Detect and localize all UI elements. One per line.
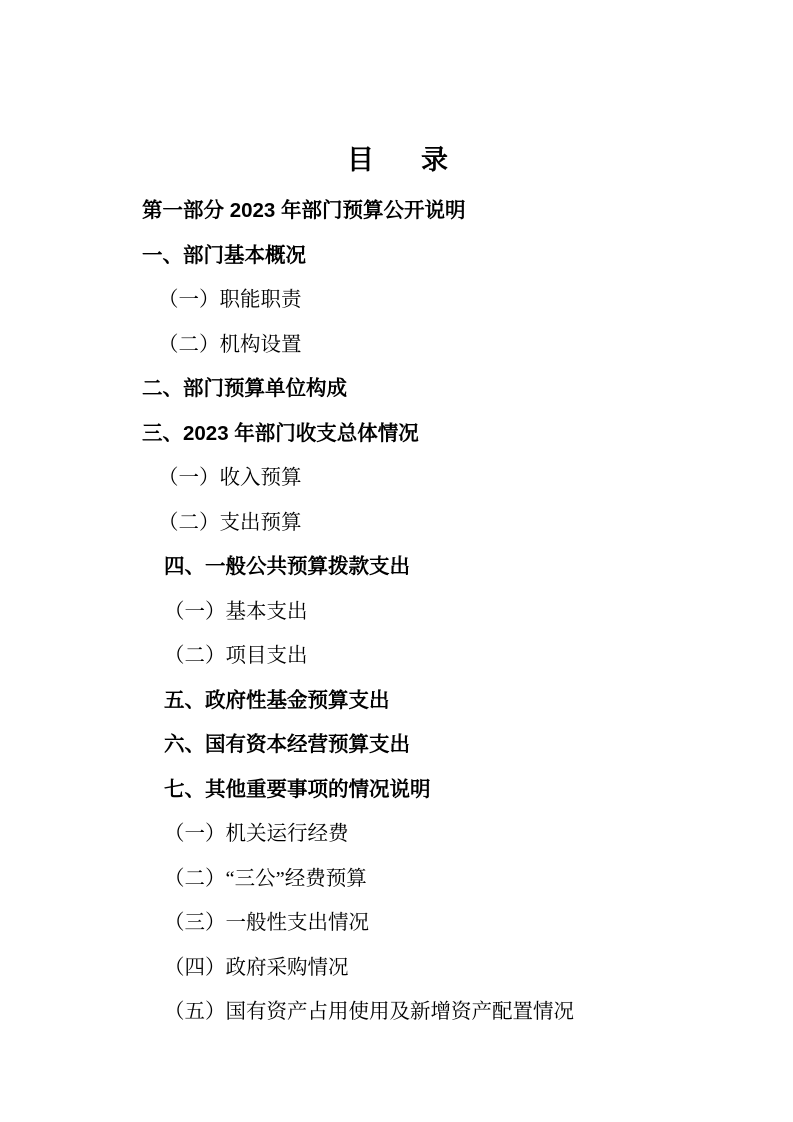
toc-entry[interactable]: 二、部门预算单位构成 [142,377,347,400]
toc-entry[interactable]: （五）国有资产占用使用及新增资产配置情况 [164,1001,574,1023]
toc-entry[interactable]: 六、国有资本经营预算支出 [164,733,410,756]
toc-entry[interactable]: （二）项目支出 [164,645,308,667]
toc-entry[interactable]: 第一部分 2023 年部门预算公开说明 [142,199,466,222]
toc-entry[interactable]: 七、其他重要事项的情况说明 [164,777,431,801]
toc-entry[interactable]: 一、部门基本概况 [142,243,306,267]
toc-entry[interactable]: （四）政府采购情况 [164,956,349,979]
table-of-contents [0,201,793,1023]
toc-entry[interactable]: 四、一般公共预算拨款支出 [164,555,410,578]
toc-entry[interactable]: （二）机构设置 [158,333,302,356]
toc-entry[interactable]: 三、2023 年部门收支总体情况 [142,421,419,445]
toc-entry[interactable]: 五、政府性基金预算支出 [164,688,390,712]
toc-entry[interactable]: （三）一般性支出情况 [164,912,369,934]
toc-entry[interactable]: （一）机关运行经费 [164,823,349,845]
toc-entry[interactable]: （一）职能职责 [158,289,302,311]
toc-entry[interactable]: （二）“三公”经费预算 [164,867,367,890]
toc-entry[interactable]: （二）支出预算 [158,511,302,534]
page-title: 目 录 [347,145,458,175]
toc-entry[interactable]: （一）基本支出 [164,600,308,623]
toc-entry[interactable]: （一）收入预算 [158,467,302,489]
